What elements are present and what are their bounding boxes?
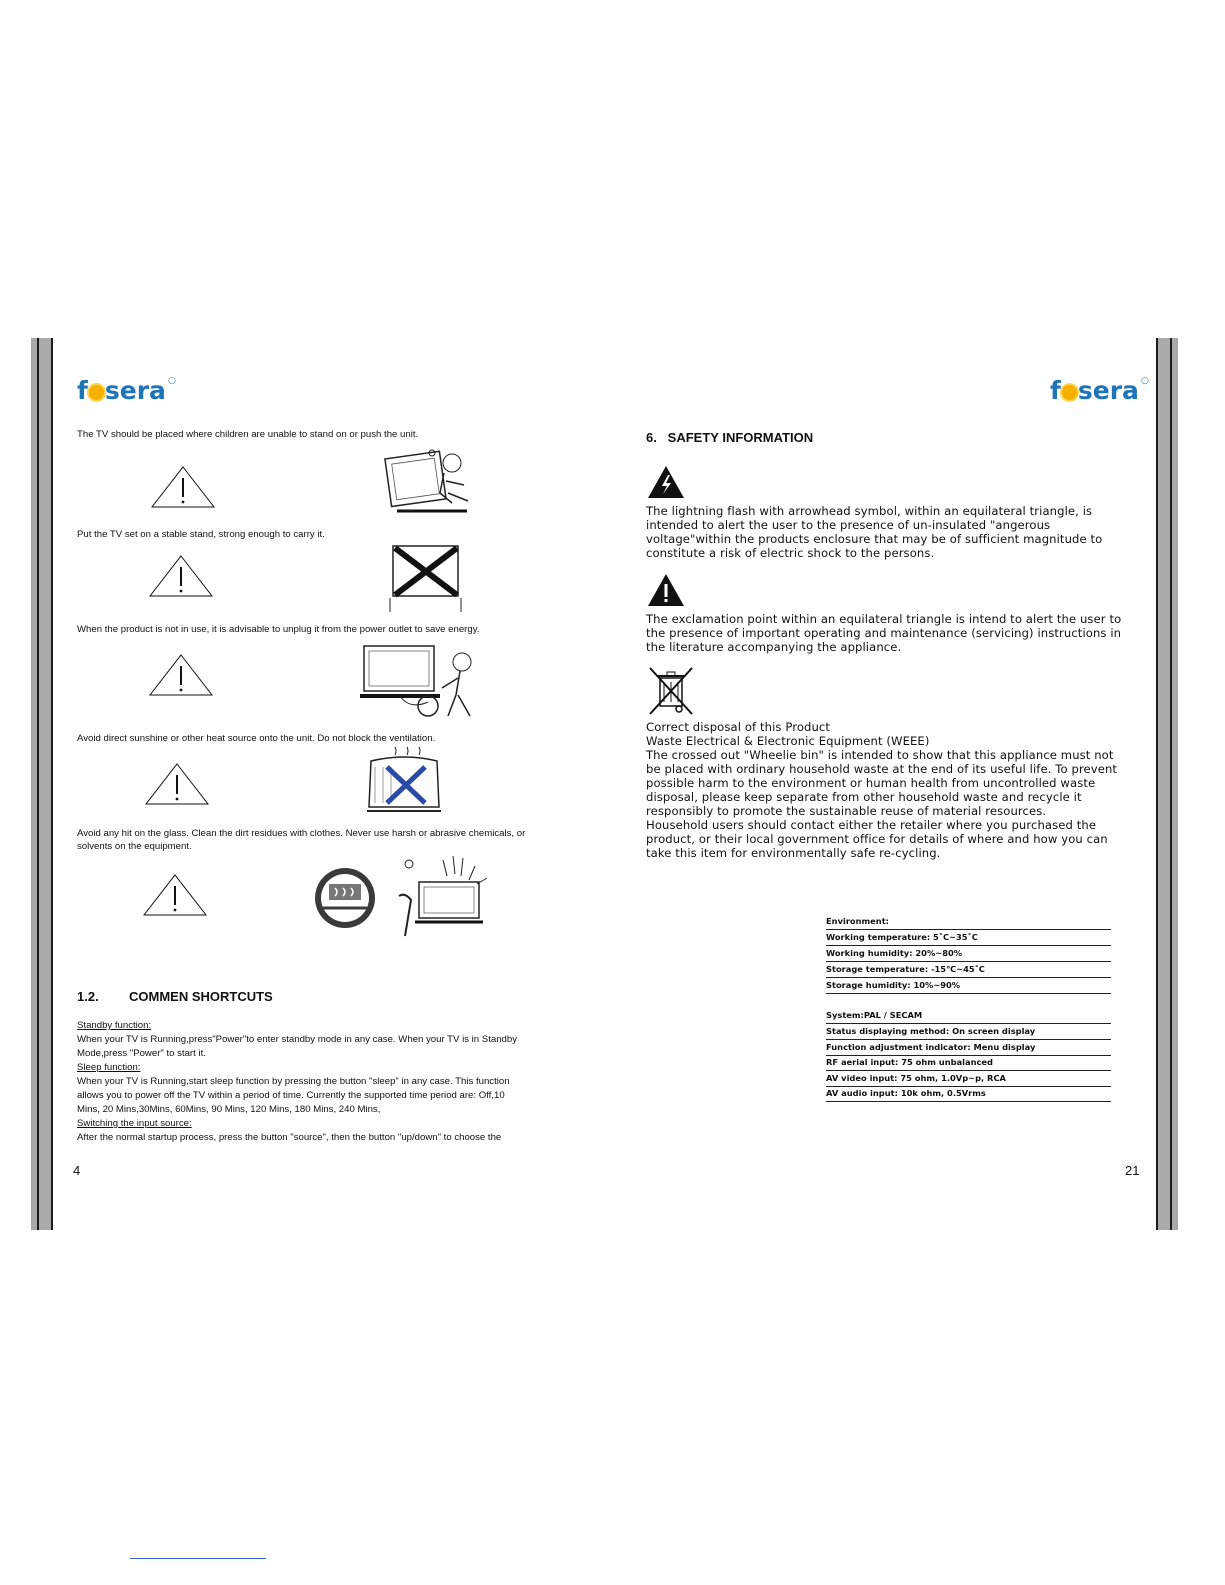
- lightning-text-line-2: intended to alert the user to the presence of un-insulated "angerous: [646, 518, 1051, 532]
- left-binder-inner: [39, 338, 51, 1230]
- lightning-text-line-4: constitute a risk of electric shock to the persons.: [646, 546, 935, 560]
- unstable-stand-illustration: [385, 540, 470, 615]
- lightning-triangle-icon: [647, 465, 685, 499]
- spec-rf-input: RF aerial input: 75 ohm unbalanced: [826, 1055, 1111, 1071]
- child-climbing-tv-illustration: [382, 445, 482, 520]
- lightning-text-line-3: voltage"within the products enclosure that may be of sufficient magnitude to: [646, 532, 1103, 546]
- warning-triangle-icon: [148, 554, 214, 598]
- spec-working-humidity: Working humidity: 20%~80%: [826, 946, 1111, 962]
- warning-triangle-icon: [144, 762, 210, 806]
- exclamation-triangle-icon: [647, 573, 685, 607]
- weee-line-9: product, or their local government office for details of where and how you can: [646, 832, 1108, 846]
- footer-link-underline: [130, 1558, 266, 1559]
- section-number: 1.2.: [77, 989, 99, 1004]
- standby-line-1: When your TV is Running,press"Power"to enter standby mode in any case. When your TV is in Standby: [77, 1034, 517, 1045]
- sleep-line-1: When your TV is Running,start sleep function by pressing the button "sleep" in any case. This function: [77, 1076, 510, 1087]
- no-chemicals-circle-icon: [313, 866, 377, 930]
- sleep-line-3: Mins, 20 Mins,30Mins, 60Mins, 90 Mins, 120 Mins, 180 Mins, 240 Mins,: [77, 1104, 381, 1115]
- spec-system: System:PAL / SECAM: [826, 1008, 1111, 1024]
- weee-line-3: The crossed out "Wheelie bin" is intended to show that this appliance must not: [646, 748, 1114, 762]
- spec-storage-temperature: Storage temperature: -15℃~45˚C: [826, 962, 1111, 978]
- safety-note-unplug: When the product is not in use, it is advisable to unplug it from the power outlet to save energy.: [77, 624, 480, 635]
- safety-info-title: 6. SAFETY INFORMATION: [646, 430, 814, 445]
- warning-triangle-icon: [150, 465, 216, 509]
- weee-line-2: Waste Electrical & Electronic Equipment (WEEE): [646, 734, 930, 748]
- standby-line-2: Mode,press "Power" to start it.: [77, 1048, 206, 1059]
- exclamation-text-line-3: the literature accompanying the appliance.: [646, 640, 902, 654]
- spec-function-indicator: Function adjustment indicator: Menu display: [826, 1040, 1111, 1056]
- weee-line-10: take this item for environmentally safe re-cycling.: [646, 846, 941, 860]
- warning-triangle-icon: [142, 873, 208, 917]
- brand-logo-left: f sera ○: [77, 376, 176, 405]
- exclamation-text-line-2: the presence of important operating and maintenance (servicing) instructions in: [646, 626, 1122, 640]
- spec-av-video-input: AV video input: 75 ohm, 1.0Vp~p, RCA: [826, 1071, 1111, 1087]
- spec-working-temperature: Working temperature: 5˚C~35˚C: [826, 930, 1111, 946]
- weee-line-5: possible harm to the environment or human health from uncontrolled waste: [646, 776, 1096, 790]
- exclamation-text-line-1: The exclamation point within an equilateral triangle is intend to alert the user to: [646, 612, 1122, 626]
- crossed-wheelie-bin-icon: [646, 666, 696, 718]
- left-binder-line: [51, 338, 53, 1230]
- safety-note-heat-ventilation: Avoid direct sunshine or other heat source onto the unit. Do not block the ventilation.: [77, 733, 436, 744]
- warning-triangle-icon: [148, 653, 214, 697]
- unplug-tv-illustration: [360, 640, 485, 720]
- weee-line-7: responsibly to promote the sustainable reuse of material resources.: [646, 804, 1047, 818]
- hit-glass-illustration: [395, 852, 500, 940]
- input-source-heading: Switching the input source:: [77, 1118, 192, 1129]
- safety-note-children: The TV should be placed where children are unable to stand on or push the unit.: [77, 429, 419, 440]
- page-number-left: 4: [73, 1163, 81, 1178]
- page-number-right: 21: [1125, 1163, 1140, 1178]
- spec-storage-humidity: Storage humidity: 10%~90%: [826, 978, 1111, 994]
- section-title: COMMEN SHORTCUTS: [129, 989, 273, 1004]
- weee-line-4: be placed with ordinary household waste at the end of its useful life. To prevent: [646, 762, 1118, 776]
- standby-heading: Standby function:: [77, 1020, 152, 1031]
- brand-logo-right: f sera ○: [1050, 376, 1149, 405]
- sun-icon: [89, 385, 104, 400]
- spec-status-display: Status displaying method: On screen display: [826, 1024, 1111, 1040]
- lightning-text-line-1: The lightning flash with arrowhead symbol, within an equilateral triangle, is: [646, 504, 1093, 518]
- safety-note-glass-line-1: Avoid any hit on the glass. Clean the dirt residues with clothes. Never use harsh or abrasive chemicals, or: [77, 828, 526, 839]
- safety-note-stable-stand: Put the TV set on a stable stand, strong enough to carry it.: [77, 529, 325, 540]
- right-binder-bar: [1172, 338, 1178, 1230]
- spec-environment-heading: Environment:: [826, 914, 1111, 930]
- sleep-heading: Sleep function:: [77, 1062, 141, 1073]
- input-source-line-1: After the normal startup process, press the button "source", then the button "up/down" to choose the: [77, 1132, 502, 1143]
- sleep-line-2: allows you to power off the TV within a period of time. Currently the supported time period are: Off,10: [77, 1090, 505, 1101]
- weee-line-6: disposal, please keep separate from other household waste and recycle it: [646, 790, 1082, 804]
- blocked-ventilation-illustration: [365, 745, 445, 817]
- safety-note-glass-line-2: solvents on the equipment.: [77, 841, 192, 852]
- weee-line-1: Correct disposal of this Product: [646, 720, 831, 734]
- weee-line-8: Household users should contact either the retailer where you purchased the: [646, 818, 1097, 832]
- spec-av-audio-input: AV audio input: 10k ohm, 0.5Vrms: [826, 1086, 1111, 1102]
- sun-icon: [1062, 385, 1077, 400]
- right-binder-inner: [1158, 338, 1170, 1230]
